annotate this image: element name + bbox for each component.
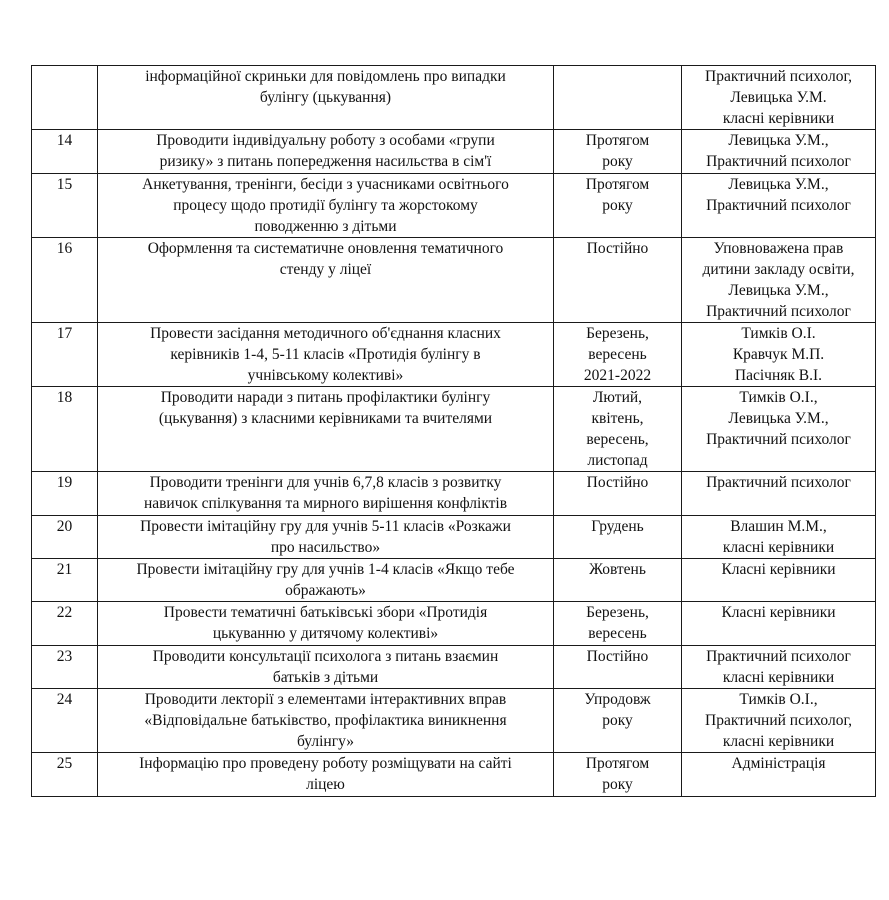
row-number: 15 [56,176,73,193]
responsible-cell [682,753,876,797]
table-row [32,753,876,797]
term-cell [554,238,682,323]
term-cell [554,559,682,602]
responsible-line: Практичний психолог [706,648,851,665]
activity-line: Проводити лекторії з елементами інтерактивних вправ [144,691,507,708]
table-row [32,516,876,559]
term-line: листопад [587,452,648,469]
activity-line: Проводити тренінги для учнів 6,7,8 класів з розвитку [149,474,502,491]
row-number-cell [32,602,98,646]
table-row [32,238,876,323]
activity-cell [98,689,554,753]
table-row [32,689,876,753]
activity-line: «Відповідальне батьківство, профілактика виникнення [144,712,507,729]
activity-line: Провести тематичні батьківські збори «Протидія [163,604,488,621]
activity-line: цькуванню у дитячому колективі» [212,625,439,642]
row-number: 23 [56,648,73,665]
activity-line: про насильство» [270,539,381,556]
responsible-cell [682,66,876,130]
row-number-cell [32,323,98,387]
activity-line: навичок спілкування та мирного вирішення конфліктів [143,495,508,512]
term-line: 2021-2022 [583,367,652,384]
table-row [32,387,876,472]
term-line: вересень [588,625,647,642]
row-number: 20 [56,518,73,535]
responsible-line: класні керівники [722,110,835,127]
activity-line: Інформацію про проведену роботу розміщувати на сайті [139,755,512,772]
responsible-cell [682,559,876,602]
row-number: 24 [56,691,73,708]
responsible-line: Практичний психолог, [705,68,852,85]
responsible-cell [682,238,876,323]
activity-cell [98,753,554,797]
term-line: Постійно [586,474,649,491]
responsible-line: Тимків О.І. [741,325,816,342]
term-cell [554,66,682,130]
responsible-line: Класні керівники [721,561,836,578]
term-line: Упродовж [584,691,651,708]
activity-line: інформаційної скриньки для повідомлень про випадки [145,68,506,85]
table-row [32,174,876,238]
term-line: року [602,712,633,729]
activity-line: Провести імітаційну гру для учнів 5-11 класів «Розкажи [140,518,511,535]
activity-line: Проводити наради з питань профілактики булінгу [160,389,491,406]
activity-line: ризику» з питань попередження насильства в сім'ї [159,153,492,170]
responsible-cell [682,130,876,174]
activity-line: ліцею [306,776,345,793]
table-row [32,602,876,646]
activity-line: Проводити індивідуальну роботу з особами «групи [156,132,495,149]
responsible-line: Практичний психолог, [705,712,852,729]
row-number-cell [32,387,98,472]
row-number-cell [32,174,98,238]
activity-line: Проводити консультації психолога з питань взаємин [152,648,499,665]
responsible-line: Практичний психолог [706,303,851,320]
row-number-cell [32,472,98,516]
row-number: 16 [56,240,73,257]
responsible-cell [682,689,876,753]
responsible-line: Практичний психолог [706,153,851,170]
responsible-line: Влашин М.М., [730,518,827,535]
row-number: 17 [56,325,73,342]
responsible-line: дитини закладу освіти, [702,261,855,278]
activity-cell [98,130,554,174]
activity-line: Анкетування, тренінги, бесіди з учасниками освітнього [142,176,509,193]
activity-line: (цькування) з класними керівниками та вчителями [158,410,493,427]
responsible-line: Левицька У.М., [728,410,829,427]
row-number-cell [32,646,98,689]
term-cell [554,602,682,646]
responsible-cell [682,646,876,689]
responsible-line: Уповноважена прав [713,240,844,257]
activity-line: стенду у ліцеї [279,261,372,278]
activity-cell [98,323,554,387]
term-cell [554,472,682,516]
term-line: року [602,153,633,170]
activity-line: ображають» [285,582,366,599]
term-line: Постійно [586,648,649,665]
responsible-cell [682,174,876,238]
row-number: 25 [56,755,73,772]
responsible-cell [682,516,876,559]
term-line: року [602,776,633,793]
responsible-line: Тимків О.І., [739,691,818,708]
term-cell [554,130,682,174]
responsible-line: класні керівники [722,669,835,686]
responsible-line: Левицька У.М., [728,176,829,193]
responsible-line: Практичний психолог [706,197,851,214]
activity-line: батьків з дітьми [272,669,379,686]
term-cell [554,323,682,387]
activity-line: керівників 1-4, 5-11 класів «Протидія булінгу в [170,346,481,363]
term-cell [554,174,682,238]
activity-cell [98,516,554,559]
term-cell [554,753,682,797]
term-cell [554,689,682,753]
activity-line: Провести засідання методичного об'єднання класних [150,325,501,342]
term-line: Березень, [586,325,649,342]
row-number: 21 [56,561,73,578]
term-line: Лютий, [592,389,643,406]
row-number: 14 [56,132,73,149]
term-line: квітень, [591,410,644,427]
term-line: Протягом [585,755,650,772]
row-number-cell [32,689,98,753]
responsible-line: Практичний психолог [706,474,851,491]
activity-cell [98,387,554,472]
measures-table [31,65,876,797]
responsible-line: Практичний психолог [706,431,851,448]
table-row [32,646,876,689]
term-line: Постійно [586,240,649,257]
row-number-cell [32,238,98,323]
activity-cell [98,602,554,646]
activity-cell [98,472,554,516]
table-row [32,323,876,387]
responsible-line: Кравчук М.П. [732,346,825,363]
term-line: Березень, [586,604,649,621]
row-number: 19 [56,474,73,491]
responsible-cell [682,387,876,472]
row-number: 22 [56,604,73,621]
activity-cell [98,66,554,130]
activity-line: Оформлення та систематичне оновлення тематичного [147,240,504,257]
activity-cell [98,559,554,602]
activity-cell [98,238,554,323]
responsible-line: Тимків О.І., [739,389,818,406]
responsible-line: класні керівники [722,539,835,556]
row-number-cell [32,559,98,602]
row-number-cell [32,753,98,797]
term-line: року [602,197,633,214]
term-line: Грудень [591,518,644,535]
activity-line: булінгу (цькування) [259,89,392,106]
activity-line: процесу щодо протидії булінгу та жорстокому [173,197,478,214]
table-row [32,66,876,130]
table-row [32,559,876,602]
term-cell [554,646,682,689]
term-line: Жовтень [589,561,646,578]
responsible-line: Левицька У.М. [730,89,827,106]
responsible-line: Класні керівники [721,604,836,621]
responsible-cell [682,602,876,646]
responsible-line: Пасічняк В.І. [734,367,823,384]
row-number: 18 [56,389,73,406]
activity-cell [98,174,554,238]
table-row [32,472,876,516]
term-line: Протягом [585,176,650,193]
responsible-line: класні керівники [722,733,835,750]
responsible-cell [682,472,876,516]
term-cell [554,387,682,472]
row-number-cell [32,516,98,559]
row-number-cell [32,66,98,130]
measures-table-body [32,66,876,797]
activity-line: Провести імітаційну гру для учнів 1-4 класів «Якщо тебе [136,561,515,578]
table-row [32,130,876,174]
term-line: Протягом [585,132,650,149]
activity-line: поводженню з дітьми [254,218,397,235]
row-number-cell [32,130,98,174]
term-line: вересень, [586,431,649,448]
activity-cell [98,646,554,689]
responsible-line: Адміністрація [731,755,826,772]
responsible-cell [682,323,876,387]
term-cell [554,516,682,559]
activity-line: булінгу» [297,733,354,750]
term-line: вересень [588,346,647,363]
responsible-line: Левицька У.М., [728,282,829,299]
responsible-line: Левицька У.М., [728,132,829,149]
activity-line: учнівському колективі» [247,367,404,384]
